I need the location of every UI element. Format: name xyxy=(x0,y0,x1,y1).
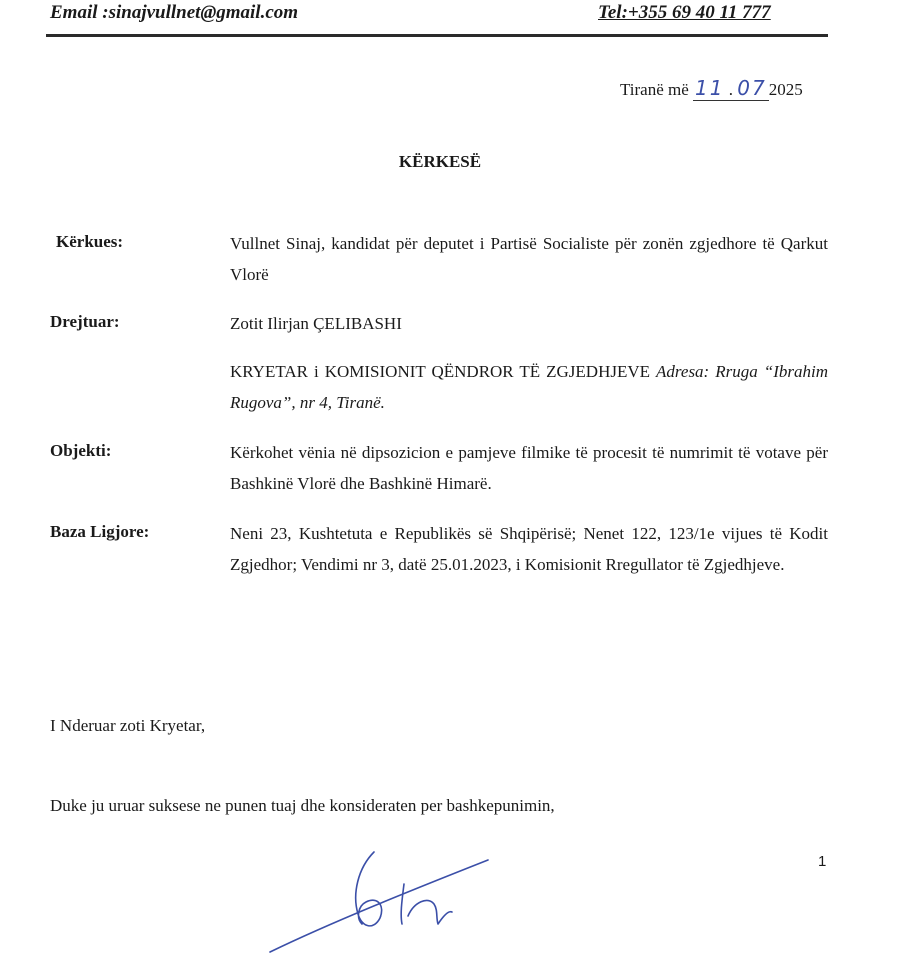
closing-line: Duke ju uruar suksese ne punen tuaj dhe konsideraten per bashkepunimin, xyxy=(50,796,555,815)
date-separator: . xyxy=(728,80,733,99)
drejtuar-address: Adresa: Rruga “Ibrahim Rugova”, nr 4, Tiranë. xyxy=(230,362,828,412)
date-line xyxy=(620,76,803,101)
baza-value: Neni 23, Kushtetuta e Republikës së Shqipërisë; Nenet 122, 123/1e vijues të Kodit Zgjedhor; Vendimi nr 3, datë 25.01.2023, i Komisionit Rregullator të Zgjedhjeve. xyxy=(230,524,828,574)
header-phone: Tel:+355 69 40 11 777 xyxy=(598,2,771,23)
signature-stroke xyxy=(408,900,452,924)
page-number: 1 xyxy=(818,853,827,870)
document-title: KËRKESË xyxy=(398,152,482,171)
header-email: Email :sinajvullnet@gmail.com xyxy=(50,2,299,23)
drejtuar-office-block xyxy=(230,356,828,418)
kerkues-label: Kërkues: xyxy=(56,232,124,251)
date-prefix: Tiranë më xyxy=(620,80,689,99)
objekti-value: Kërkohet vënia në dipsozicion e pamjeve filmike të procesit të numrimit të votave për Bashkinë Vlorë dhe Bashkinë Himarë. xyxy=(230,443,828,493)
drejtuar-label: Drejtuar: xyxy=(50,312,120,331)
signature-image xyxy=(262,838,502,956)
header-divider xyxy=(46,34,828,37)
date-year: 2025 xyxy=(768,80,803,99)
baza-label: Baza Ligjore: xyxy=(50,522,150,541)
drejtuar-name: Zotit Ilirjan ÇELIBASHI xyxy=(230,314,402,333)
date-day: 11 xyxy=(695,76,725,100)
kerkues-value: Vullnet Sinaj, kandidat për deputet i Partisë Socialiste për zonën zgjedhore të Qarkut Vlorë xyxy=(230,234,828,284)
date-month: 07 xyxy=(737,76,767,100)
signature-stroke xyxy=(401,884,404,924)
drejtuar-office: KRYETAR i KOMISIONIT QËNDROR TË ZGJEDHJEVE xyxy=(230,362,651,381)
salutation: I Nderuar zoti Kryetar, xyxy=(50,716,206,735)
signature-stroke xyxy=(356,852,382,926)
objekti-label: Objekti: xyxy=(50,441,112,460)
date-fill xyxy=(693,76,769,101)
signature-stroke xyxy=(270,860,488,952)
